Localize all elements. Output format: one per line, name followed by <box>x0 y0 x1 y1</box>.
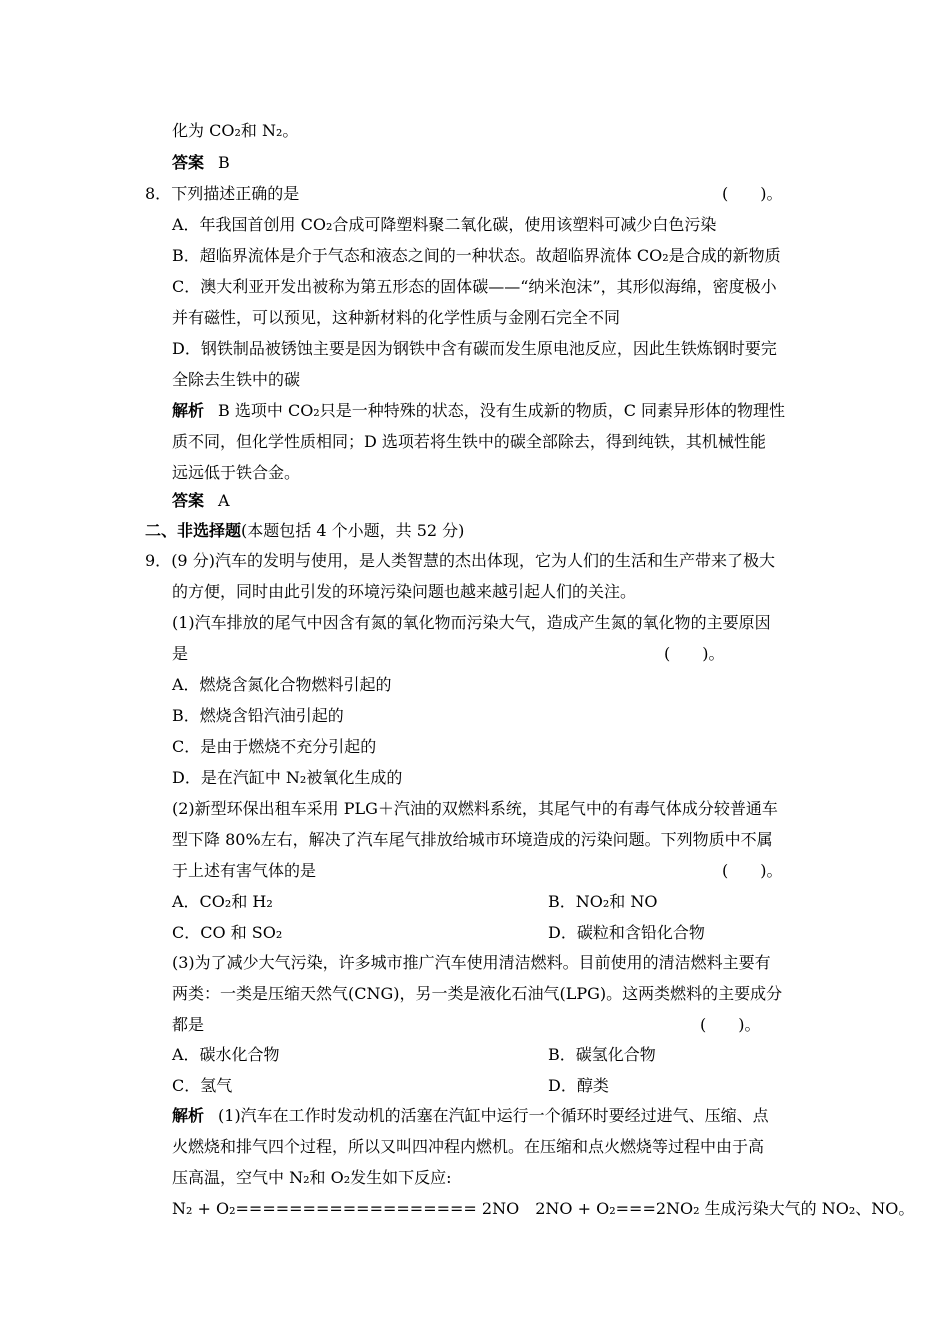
subquestion-3-stem: 都是 <box>172 1015 205 1034</box>
subquestion-1-stem: (1)汽车排放的尾气中因含有氮的氧化物而污染大气，造成产生氮的氧化物的主要原因 <box>172 613 771 632</box>
analysis-line: 远远低于铁合金。 <box>172 463 301 482</box>
answer-label: 答案 <box>172 153 205 172</box>
analysis-line: 火燃烧和排气四个过程，所以又叫四冲程内燃机。在压缩和点火燃烧等过程中由于高 <box>172 1137 765 1156</box>
subquestion-3-stem: (3)为了减少大气污染，许多城市推广汽车使用清洁燃料。目前使用的清洁燃料主要有 <box>172 953 771 972</box>
question-9-intro-cont: 的方便，同时由此引发的环境污染问题也越来越引起人们的关注。 <box>172 582 637 601</box>
analysis-line: 压高温，空气中 N₂和 O₂发生如下反应: <box>172 1168 452 1187</box>
option-line: B．超临界流体是介于气态和液态之间的一种状态。故超临界流体 CO₂是合成的新物质 <box>172 246 781 265</box>
prev-answer-tail: 化为 CO₂和 N₂。 <box>172 121 299 140</box>
answer-paren: ( )。 <box>722 861 783 880</box>
option-line: D．是在汽缸中 N₂被氧化生成的 <box>172 768 403 787</box>
option-line: B．NO₂和 NO <box>548 892 658 911</box>
option-line: A．碳水化合物 <box>172 1045 280 1064</box>
answer-value: A <box>218 491 230 510</box>
question-number: 8． <box>145 184 172 203</box>
option-line: C．CO 和 SO₂ <box>172 923 283 942</box>
option-line: 全除去生铁中的碳 <box>172 370 301 389</box>
equation-line: N₂ + O₂================== 2NO 2NO + O₂===2NO₂ 生成污染大气的 NO₂、NO。 <box>172 1199 915 1218</box>
option-line: A．年我国首创用 CO₂合成可降塑料聚二氧化碳，使用该塑料可减少白色污染 <box>172 215 717 234</box>
subquestion-2-stem: 型下降 80%左右，解决了汽车尾气排放给城市环境造成的污染问题。下列物质中不属 <box>172 830 773 849</box>
option-line: A．燃烧含氮化合物燃料引起的 <box>172 675 392 694</box>
analysis-line: 解析 B 选项中 CO₂只是一种特殊的状态，没有生成新的物质，C 同素异形体的物理性 <box>172 401 786 420</box>
analysis-label: 解析 <box>172 401 205 420</box>
subquestion-2-stem: 于上述有害气体的是 <box>172 861 317 880</box>
option-line: C．是由于燃烧不充分引起的 <box>172 737 377 756</box>
option-line: A．CO₂和 H₂ <box>172 892 273 911</box>
analysis-label: 解析 <box>172 1106 205 1125</box>
question-number: 9． <box>145 551 172 570</box>
answer-paren: ( )。 <box>722 184 783 203</box>
answer-value: B <box>218 153 230 172</box>
option-line: D．碳粒和含铅化合物 <box>548 923 705 942</box>
option-line: C．澳大利亚开发出被称为第五形态的固体碳——“纳米泡沫”，其形似海绵，密度极小 <box>172 277 777 296</box>
prev-answer <box>172 151 230 175</box>
answer-paren: ( )。 <box>700 1015 761 1034</box>
question-8-stem: 8．下列描述正确的是 <box>145 184 300 203</box>
subquestion-2-stem: (2)新型环保出租车采用 PLG＋汽油的双燃料系统，其尾气中的有毒气体成分较普通车 <box>172 799 778 818</box>
analysis-line: 解析 (1)汽车在工作时发动机的活塞在汽缸中运行一个循环时要经过进气、压缩、点 <box>172 1106 769 1125</box>
answer-label: 答案 <box>172 491 205 510</box>
option-line: C．氢气 <box>172 1076 233 1095</box>
option-line: B．燃烧含铅汽油引起的 <box>172 706 344 725</box>
answer-line <box>172 489 230 513</box>
section-heading: 二、非选择题(本题包括 4 个小题，共 52 分) <box>145 521 465 540</box>
question-9-intro: 9．(9 分)汽车的发明与使用，是人类智慧的杰出体现，它为人们的生活和生产带来了极大 <box>145 551 775 570</box>
subquestion-1-stem: 是 <box>172 644 189 663</box>
subquestion-3-stem: 两类：一类是压缩天然气(CNG)，另一类是液化石油气(LPG)。这两类燃料的主要成分 <box>172 984 783 1003</box>
option-line: D．钢铁制品被锈蚀主要是因为钢铁中含有碳而发生原电池反应，因此生铁炼钢时要完 <box>172 339 777 358</box>
option-line: 并有磁性，可以预见，这种新材料的化学性质与金刚石完全不同 <box>172 308 621 327</box>
analysis-line: 质不同，但化学性质相同；D 选项若将生铁中的碳全部除去，得到纯铁，其机械性能 <box>172 432 766 451</box>
answer-paren: ( )。 <box>664 644 725 663</box>
option-line: D．醇类 <box>548 1076 609 1095</box>
option-line: B．碳氢化合物 <box>548 1045 656 1064</box>
